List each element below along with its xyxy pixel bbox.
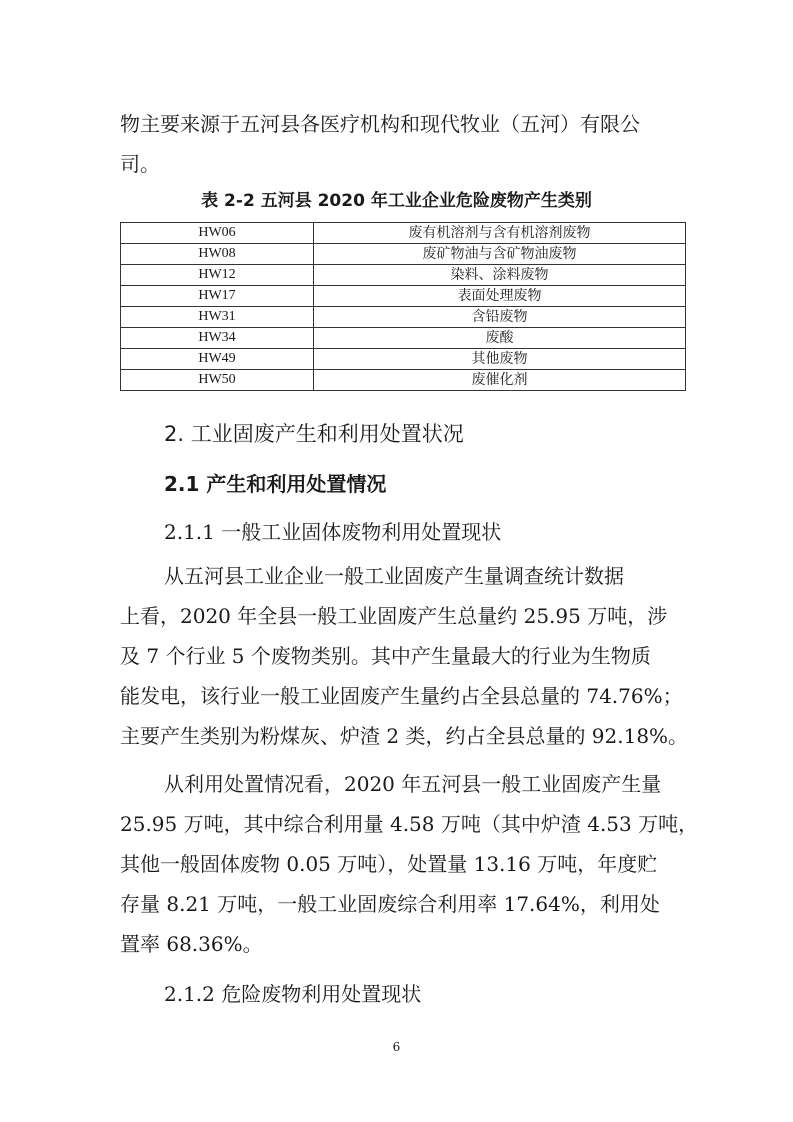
waste-desc: 其他废物 xyxy=(314,349,686,370)
waste-desc: 废矿物油与含矿物油废物 xyxy=(314,244,686,265)
intro-line-1: 物主要来源于五河县各医疗机构和现代牧业（五河）有限公 xyxy=(120,112,640,136)
intro-line-2: 司。 xyxy=(120,152,160,176)
waste-desc: 废酸 xyxy=(314,328,686,349)
para2-line-3: 其他一般固体废物 0.05 万吨），处置量 13.16 万吨，年度贮 xyxy=(120,852,658,876)
waste-code: HW08 xyxy=(121,244,314,265)
waste-code: HW17 xyxy=(121,286,314,307)
para1-line-5: 主要产生类别为粉煤灰、炉渣 2 类，约占全县总量的 92.18%。 xyxy=(120,724,689,748)
table-row xyxy=(121,349,686,370)
waste-desc: 染料、涂料废物 xyxy=(314,265,686,286)
waste-code: HW50 xyxy=(121,370,314,391)
para2-line-2: 25.95 万吨，其中综合利用量 4.58 万吨（其中炉渣 4.53 万吨， xyxy=(120,812,699,836)
section-heading-2: 2. 工业固废产生和利用处置状况 xyxy=(164,422,464,446)
waste-code: HW34 xyxy=(121,328,314,349)
waste-code: HW31 xyxy=(121,307,314,328)
table-row xyxy=(121,244,686,265)
para1-line-3: 及 7 个行业 5 个废物类别。其中产生量最大的行业为生物质 xyxy=(120,644,651,668)
para1-line-4: 能发电，该行业一般工业固废产生量约占全县总量的 74.76%； xyxy=(120,684,683,708)
waste-code: HW12 xyxy=(121,265,314,286)
section-heading-2-1: 2.1 产生和利用处置情况 xyxy=(164,472,387,496)
waste-code: HW49 xyxy=(121,349,314,370)
table-caption: 表 2-2 五河县 2020 年工业企业危险废物产生类别 xyxy=(201,191,592,211)
section-heading-2-1-2: 2.1.2 危险废物利用处置现状 xyxy=(164,982,422,1006)
para2-line-1: 从利用处置情况看，2020 年五河县一般工业固废产生量 xyxy=(164,772,662,796)
table-row xyxy=(121,370,686,391)
table-row xyxy=(121,307,686,328)
waste-desc: 废有机溶剂与含有机溶剂废物 xyxy=(314,223,686,244)
waste-code: HW06 xyxy=(121,223,314,244)
hazardous-waste-table xyxy=(120,222,686,391)
waste-desc: 废催化剂 xyxy=(314,370,686,391)
table-row xyxy=(121,265,686,286)
para1-line-1: 从五河县工业企业一般工业固废产生量调查统计数据 xyxy=(164,564,624,588)
page-number: 6 xyxy=(392,1040,401,1054)
waste-desc: 表面处理废物 xyxy=(314,286,686,307)
para2-line-4: 存量 8.21 万吨，一般工业固废综合利用率 17.64%，利用处 xyxy=(120,892,660,916)
waste-desc: 含铅废物 xyxy=(314,307,686,328)
table-row xyxy=(121,328,686,349)
para1-line-2: 上看，2020 年全县一般工业固废产生总量约 25.95 万吨，涉 xyxy=(120,604,668,628)
table-row xyxy=(121,223,686,244)
section-heading-2-1-1: 2.1.1 一般工业固体废物利用处置现状 xyxy=(164,520,502,544)
para2-line-5: 置率 68.36%。 xyxy=(120,932,263,956)
table-row xyxy=(121,286,686,307)
